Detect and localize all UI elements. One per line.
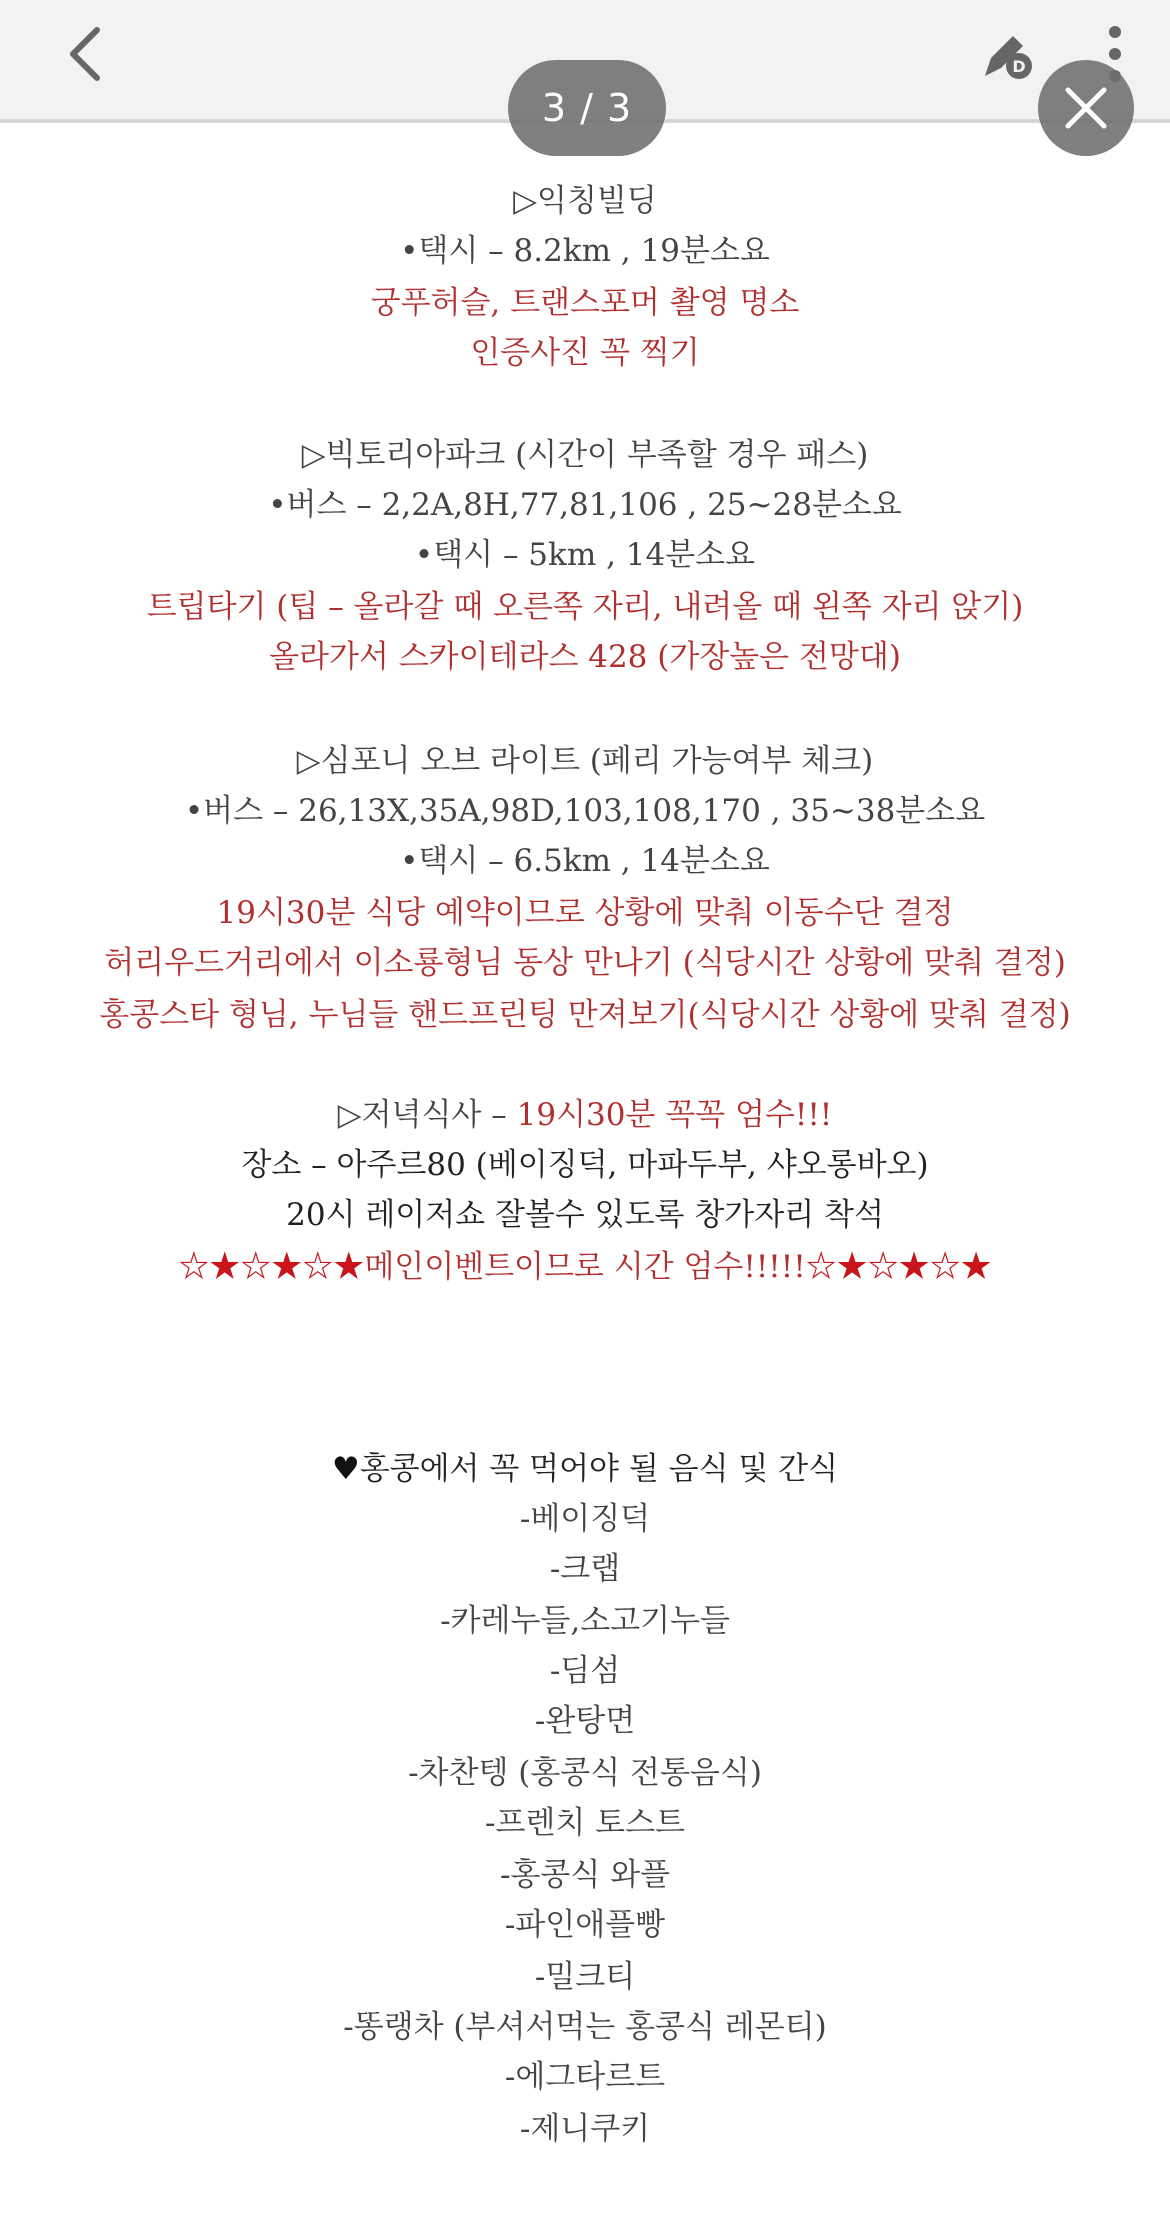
victoria-note-1: 트립타기 (팁 – 올라갈 때 오른쪽 자리, 내려올 때 왼쪽 자리 앉기) <box>146 589 1024 625</box>
dinner-main-event <box>40 1242 1130 1292</box>
symphony-bus: •버스 – 26,13X,35A,98D,103,108,170 , 35~38분소요 <box>184 793 986 829</box>
draw-button[interactable] <box>972 14 1042 94</box>
symphony-note-3: 홍콩스타 형님, 누님들 핸드프린팅 만져보기(식당시간 상황에 맞춰 결정) <box>99 997 1071 1033</box>
victoria-taxi: •택시 – 5km , 14분소요 <box>414 537 756 573</box>
food-item: -카레누들,소고기누들 <box>440 1603 730 1639</box>
close-button[interactable] <box>1038 60 1134 156</box>
dinner-title-prefix: ▷저녁식사 – <box>337 1097 517 1133</box>
symphony-taxi: •택시 – 6.5km , 14분소요 <box>400 843 770 879</box>
stars-left: ☆★☆★☆★ <box>178 1249 365 1285</box>
food-item: -완탕면 <box>534 1703 636 1739</box>
symphony-note-1: 19시30분 식당 예약이므로 상황에 맞춰 이동수단 결정 <box>216 895 954 931</box>
food-item: -에그타르트 <box>504 2059 666 2095</box>
dinner-place: 장소 – 아주르80 (베이징덕, 마파두부, 샤오롱바오) <box>241 1147 929 1183</box>
food-item: -프렌치 토스트 <box>484 1805 685 1841</box>
food-item: -똥랭차 (부셔서먹는 홍콩식 레몬티) <box>343 2009 827 2045</box>
heart-icon: ♥ <box>331 1451 360 1487</box>
ifc-note-1: 궁푸허슬, 트랜스포머 촬영 명소 <box>370 285 800 321</box>
food-item: -딤섬 <box>549 1653 621 1689</box>
dinner-title-highlight: 19시30분 꼭꼭 엄수!!! <box>516 1097 833 1133</box>
food-item: -파인애플빵 <box>504 1907 666 1943</box>
svg-text:D: D <box>1012 57 1026 76</box>
pen-edit-icon <box>977 24 1037 84</box>
ifc-note-2: 인증사진 꼭 찍기 <box>470 335 700 371</box>
section-title-dinner <box>40 1090 1130 1140</box>
food-item: -홍콩식 와플 <box>499 1857 671 1893</box>
section-title-symphony: ▷심포니 오브 라이트 (페리 가능여부 체크) <box>296 743 874 779</box>
food-item: -베이징덕 <box>519 1501 651 1537</box>
food-item: -크랩 <box>549 1551 621 1587</box>
ifc-taxi: •택시 – 8.2km , 19분소요 <box>400 233 770 269</box>
food-list-title <box>40 1444 1130 1494</box>
back-button[interactable] <box>50 14 120 94</box>
page-counter: 3 / 3 <box>508 60 666 156</box>
section-title-victoria: ▷빅토리아파크 (시간이 부족할 경우 패스) <box>301 437 869 473</box>
stars-right: ☆★☆★☆★ <box>805 1249 992 1285</box>
close-icon <box>1064 86 1108 130</box>
food-list-title-text: 홍콩에서 꼭 먹어야 될 음식 및 간식 <box>359 1451 839 1487</box>
symphony-note-2: 허리우드거리에서 이소룡형님 동상 만나기 (식당시간 상황에 맞춰 결정) <box>104 945 1066 981</box>
food-item: -제니쿠키 <box>519 2111 651 2147</box>
main-event-text: 메인이벤트이므로 시간 엄수!!!!! <box>364 1249 806 1285</box>
chevron-left-icon <box>65 24 105 84</box>
dinner-seat: 20시 레이저쇼 잘볼수 있도록 창가자리 착석 <box>286 1197 884 1233</box>
victoria-note-2: 올라가서 스카이테라스 428 (가장높은 전망대) <box>269 639 901 675</box>
victoria-bus: •버스 – 2,2A,8H,77,81,106 , 25~28분소요 <box>268 487 902 523</box>
food-item: -밀크티 <box>534 1959 636 1995</box>
food-item: -차찬텡 (홍콩식 전통음식) <box>408 1755 762 1791</box>
section-title-ifc: ▷익칭빌딩 <box>513 183 657 219</box>
